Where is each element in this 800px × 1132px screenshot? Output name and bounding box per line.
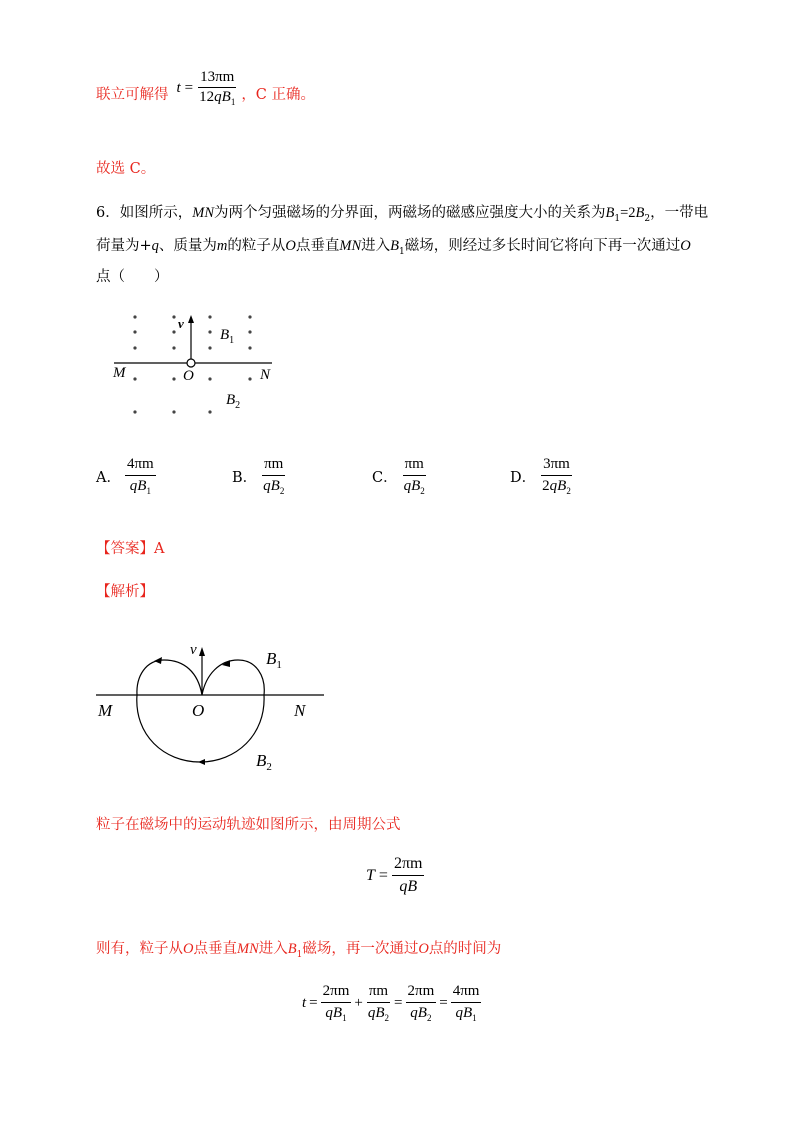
prev-solution-fraction: $\frac{13\pi m}{12qB_1}$	[199, 69, 236, 107]
time-fraction-2: $\frac{\pi m}{qB_2}$	[367, 983, 390, 1023]
direction-arrow-icon	[154, 657, 162, 664]
label-o: O	[183, 368, 194, 384]
arrow-head-icon	[199, 647, 205, 656]
option-c[interactable]: C． $\frac{\pi m}{qB_2}$	[372, 456, 425, 496]
arrow-head-icon	[188, 315, 194, 323]
label-b1: $B_1$	[266, 649, 282, 671]
label-m: M	[98, 701, 113, 720]
time-fraction-3: $\frac{2\pi m}{qB_2}$	[407, 983, 435, 1023]
analysis-figure	[94, 630, 324, 780]
analysis-text-1: 粒子在磁场中的运动轨迹如图所示，由周期公式	[96, 817, 401, 833]
analysis-label: 【解析】	[96, 584, 154, 600]
label-n: N	[260, 367, 271, 383]
label-b2: $B_2$	[256, 751, 272, 773]
time-formula: t = $\frac{2\pi m}{qB_1}$ + $\frac{\pi m}{qB_2}$ = $\frac{2\pi m}{qB_2}$ = $\frac{4\pi m}{qB_1}$	[302, 983, 480, 1023]
time-fraction-4: $\frac{4\pi m}{qB_1}$	[452, 983, 480, 1023]
answer-value: A	[154, 541, 165, 557]
prev-solution-prefix: 联立可解得	[96, 87, 169, 104]
question-figure	[108, 306, 280, 422]
prev-conclusion: 故选 C。	[96, 161, 156, 177]
option-b-fraction: $\frac{\pi m}{qB_2}$	[263, 456, 285, 496]
trajectory-b1-left	[137, 660, 202, 695]
label-o: O	[192, 701, 205, 720]
label-m: M	[113, 365, 126, 381]
label-b2: $B_2$	[226, 392, 241, 411]
origin-point-o	[187, 359, 195, 367]
option-d[interactable]: D． $\frac{3\pi m}{2qB_2}$	[510, 456, 571, 496]
label-v: v	[190, 642, 197, 658]
label-n: N	[294, 701, 306, 720]
prev-solution-equation: t = $\frac{13\pi m}{12qB_1}$	[176, 69, 236, 107]
option-a-fraction: $\frac{4\pi m}{qB_1}$	[126, 456, 154, 496]
period-formula: T = $\frac{2\pi m}{qB}$	[366, 855, 423, 895]
option-a[interactable]: A． $\frac{4\pi m}{qB_1}$	[96, 456, 154, 496]
question-line-3: 点（ ）	[96, 269, 169, 285]
analysis-text-2: 则有，粒子从O点垂直MN进入$B_1$磁场，再一次通过O点的时间为	[96, 941, 502, 960]
time-fraction-1: $\frac{2\pi m}{qB_1}$	[322, 983, 350, 1023]
direction-arrow-icon	[198, 759, 205, 765]
label-v: v	[178, 316, 184, 331]
answer-line	[96, 542, 164, 557]
question-line-2: 荷量为+q、质量为m的粒子从O点垂直MN进入$B_1$磁场，则经过多长时间它将向下再一次通过O	[96, 238, 691, 257]
question-line-1: 6．如图所示，MN为两个匀强磁场的分界面，两磁场的磁感应强度大小的关系为$B_1=2B_2$，一带电	[96, 205, 709, 224]
label-b1: $B_1$	[220, 327, 235, 346]
option-c-fraction: $\frac{\pi m}{qB_2}$	[403, 456, 425, 496]
trajectory-b1-right	[202, 660, 264, 695]
option-d-fraction: $\frac{3\pi m}{2qB_2}$	[542, 456, 571, 496]
option-b[interactable]: B． $\frac{\pi m}{qB_2}$	[232, 456, 285, 496]
prev-solution-line	[96, 69, 316, 114]
prev-solution-suffix: ，C 正确。	[241, 87, 316, 104]
answer-label: 【答案】	[96, 541, 154, 557]
